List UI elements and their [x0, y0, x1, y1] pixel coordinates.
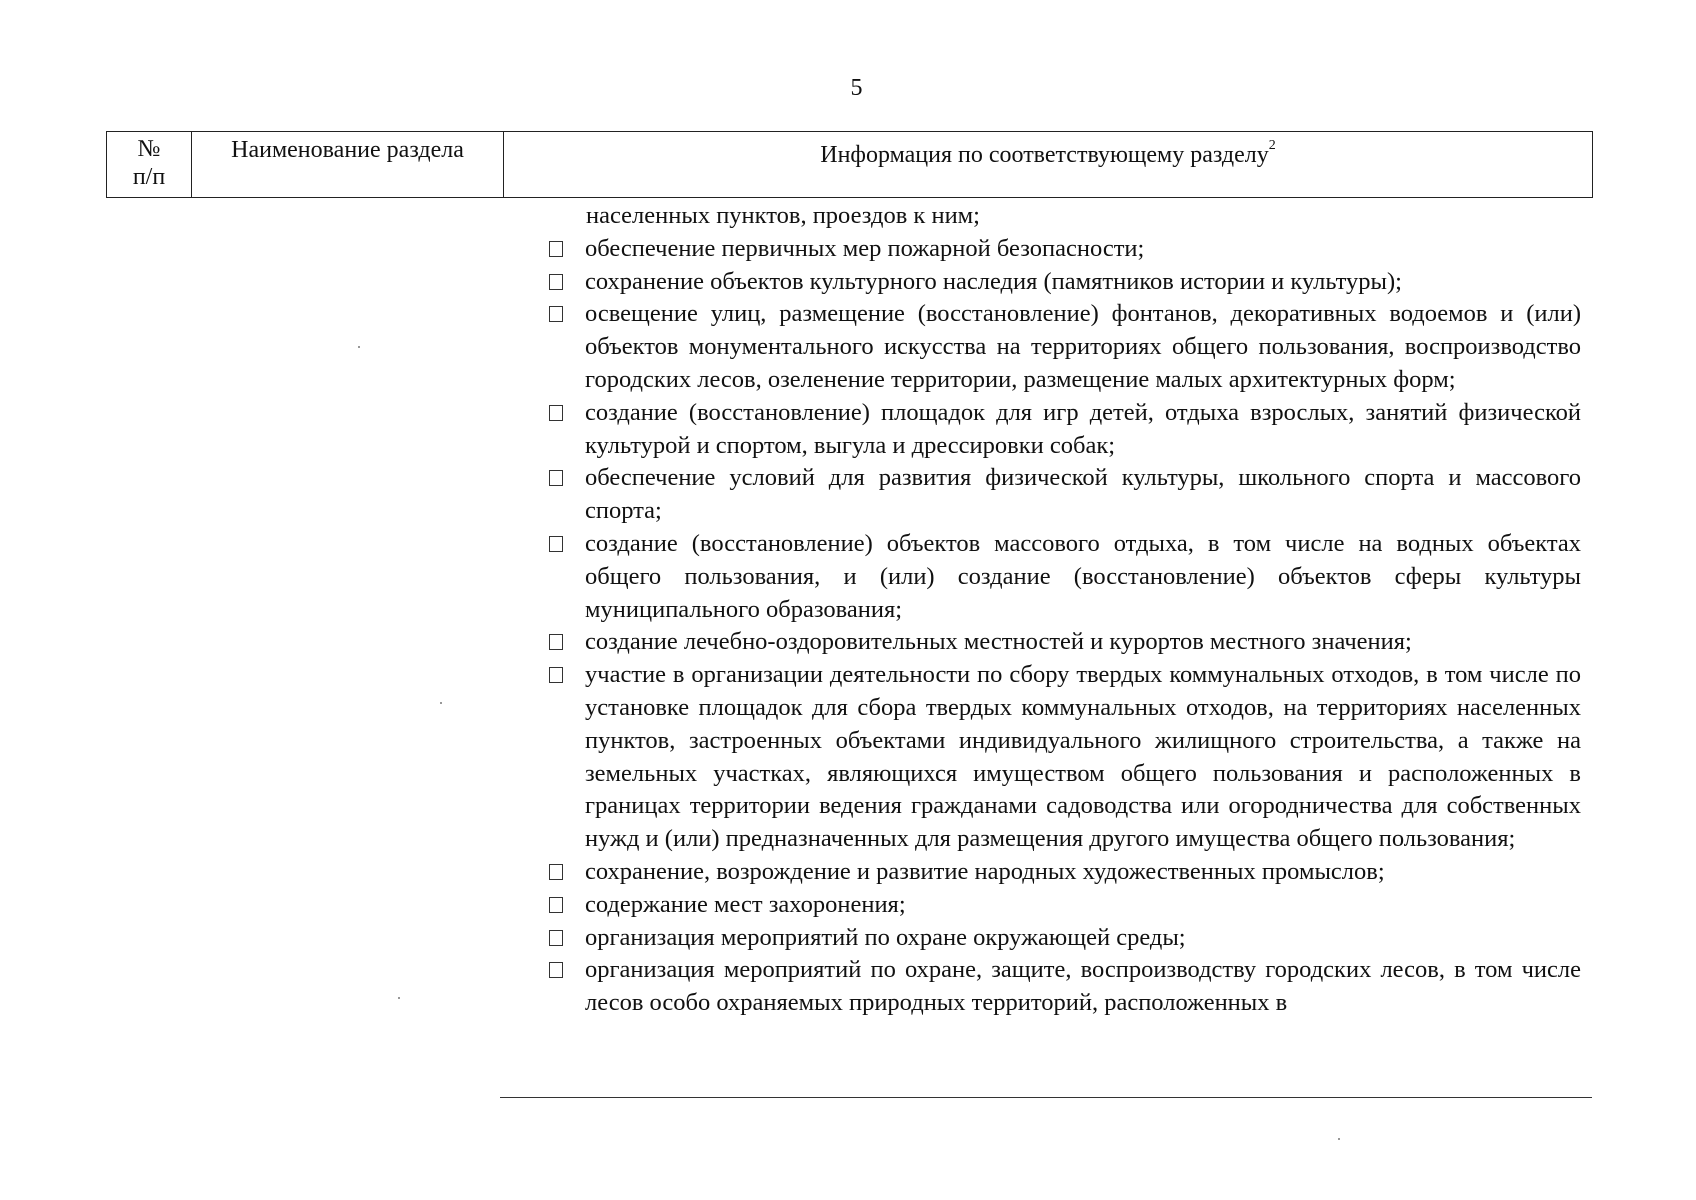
continuation-line: населенных пунктов, проездов к ним; — [586, 202, 980, 229]
footnote-marker: 2 — [1268, 138, 1276, 153]
checkbox-item-text: создание (восстановление) объектов массового отдыха, в том числе на водных объектах общего пользования, и (или) создание (восстановление) объектов сферы культуры муниципального образования; — [585, 529, 1581, 623]
header-number-abbrev: п/п — [132, 164, 166, 190]
checkbox-icon — [549, 667, 563, 683]
checkbox-icon — [549, 962, 563, 978]
checkbox-list-item — [541, 397, 1581, 463]
checkbox-item-text: организация мероприятий по охране окружающей среды; — [585, 923, 1186, 951]
checkbox-list-item — [541, 922, 1581, 955]
header-cell-section-info — [504, 132, 1592, 197]
checkbox-icon — [549, 634, 563, 650]
checkbox-icon — [549, 241, 563, 257]
section-info-content — [541, 200, 1581, 1020]
checkbox-icon — [549, 274, 563, 290]
checkbox-item-text: обеспечение первичных мер пожарной безопасности; — [585, 234, 1145, 262]
checkbox-icon — [549, 470, 563, 486]
checkbox-item-text: освещение улиц, размещение (восстановление) фонтанов, декоративных водоемов и (или) объектов монументального искусства на территориях общего пользования, воспроизводство городских лесов, озеленение территории, размещение малых архитектурных форм; — [585, 300, 1581, 393]
checkbox-icon — [549, 405, 563, 421]
checkbox-list-item — [541, 889, 1581, 922]
header-section-info-label: Информация по соответствующему разделу — [820, 142, 1269, 168]
checkbox-list-item — [541, 626, 1581, 659]
checkbox-icon — [549, 897, 563, 913]
checkbox-item-text: обеспечение условий для развития физической культуры, школьного спорта и массового спорта; — [585, 464, 1581, 525]
checkbox-item-text: организация мероприятий по охране, защите, воспроизводству городских лесов, в том числе лесов особо охраняемых природных территорий, расположенных в — [585, 956, 1581, 1017]
table-bottom-border — [500, 1097, 1592, 1098]
page-number: 5 — [850, 75, 863, 101]
header-number-symbol: № — [137, 136, 161, 162]
checkbox-list — [541, 233, 1581, 1020]
checkbox-icon — [549, 864, 563, 880]
header-cell-number — [107, 132, 192, 197]
checkbox-list-item — [541, 233, 1581, 266]
scan-speck — [440, 702, 442, 704]
scan-speck — [358, 346, 360, 348]
scan-speck — [398, 997, 400, 999]
checkbox-list-item — [541, 266, 1581, 299]
header-cell-section-name — [192, 132, 504, 197]
checkbox-icon — [549, 930, 563, 946]
checkbox-list-item — [541, 298, 1581, 396]
table-header — [106, 131, 1593, 198]
scan-speck — [1338, 1138, 1340, 1140]
checkbox-list-item — [541, 856, 1581, 889]
checkbox-item-text: создание лечебно-оздоровительных местностей и курортов местного значения; — [585, 628, 1412, 656]
checkbox-icon — [549, 306, 563, 322]
checkbox-list-item — [541, 462, 1581, 528]
checkbox-list-item — [541, 954, 1581, 1020]
checkbox-item-text: содержание мест захоронения; — [585, 890, 906, 918]
header-section-name-label: Наименование раздела — [231, 137, 464, 163]
checkbox-item-text: сохранение, возрождение и развитие народных художественных промыслов; — [585, 857, 1385, 885]
checkbox-list-item — [541, 659, 1581, 856]
checkbox-item-text: сохранение объектов культурного наследия (памятников истории и культуры); — [585, 267, 1402, 295]
checkbox-item-text: участие в организации деятельности по сбору твердых коммунальных отходов, в том числе по установке площадок для сбора твердых коммунальных отходов, на территориях населенных пунктов, застроенных объектами индивидуального жилищного строительства, а также на земельных участках, являющихся имуществом общего пользования и расположенных в границах территории ведения гражданами садоводства или огородничества для собственных нужд и (или) предназначенных для размещения другого имущества общего пользования; — [585, 661, 1581, 853]
checkbox-list-item — [541, 528, 1581, 626]
checkbox-item-text: создание (восстановление) площадок для игр детей, отдыха взрослых, занятий физической культурой и спортом, выгула и дрессировки собак; — [585, 398, 1581, 459]
checkbox-icon — [549, 536, 563, 552]
